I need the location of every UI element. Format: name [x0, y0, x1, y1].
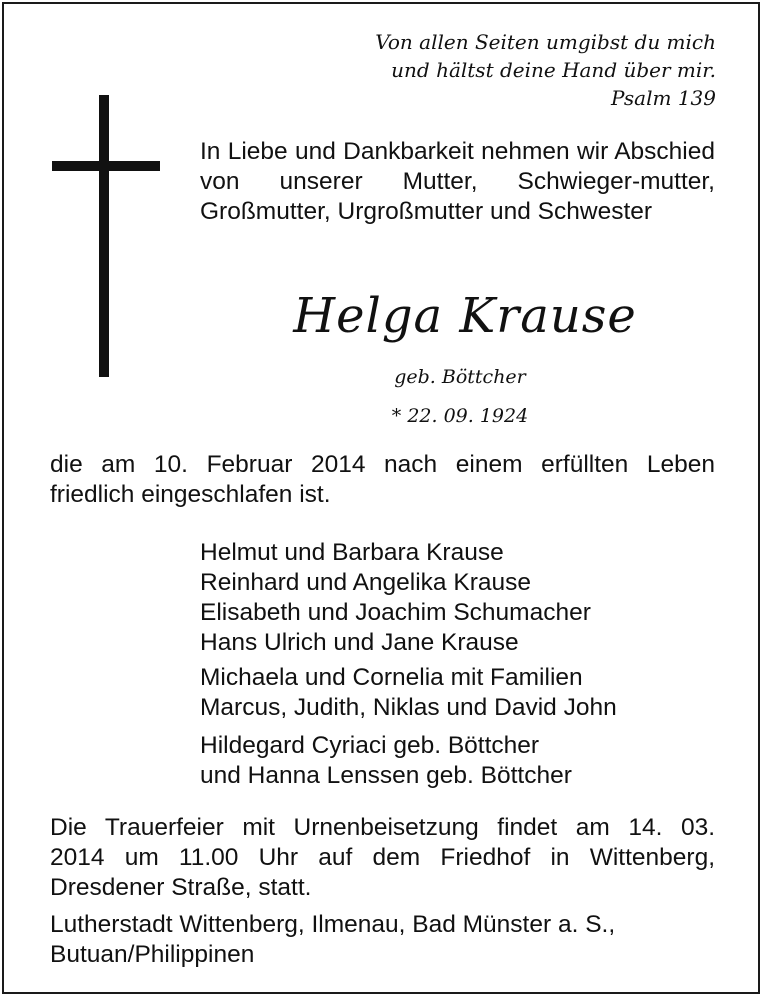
intro-text: In Liebe und Dankbarkeit nehmen wir Abschied von unserer Mutter, Schwieger-mutter, Großmutter, Urgroßmutter und Schwester	[200, 138, 715, 225]
deceased-name: Helga Krause	[293, 288, 637, 344]
death-notice	[50, 450, 715, 510]
mourner-line: Michaela und Cornelia mit Familien	[200, 664, 583, 691]
mourners-grandchildren	[200, 663, 720, 723]
psalm-line-1: Von allen Seiten umgibst du mich	[375, 30, 716, 54]
psalm-reference: Psalm 139	[611, 86, 716, 110]
ceremony-line-1: Die Trauerfeier mit Urnenbeisetzung findet am 14. 03.	[50, 814, 715, 841]
cross-icon	[52, 95, 160, 377]
mourners-children	[200, 538, 720, 658]
mourners-sisters	[200, 731, 720, 791]
places-line-2: Butuan/Philippinen	[50, 941, 255, 968]
mourner-line: Reinhard und Angelika Krause	[200, 569, 531, 596]
places-line-1: Lutherstadt Wittenberg, Ilmenau, Bad Münster a. S.,	[50, 911, 616, 938]
ceremony-line-2: 2014 um 11.00 Uhr auf dem Friedhof in Wittenberg,	[50, 844, 715, 871]
psalm-line-2: und hältst deine Hand über mir.	[391, 58, 716, 82]
psalm-quote	[296, 28, 716, 112]
death-line-1: die am 10. Februar 2014 nach einem erfüllten Leben	[50, 451, 715, 478]
birth-date: * 22. 09. 1924	[391, 405, 529, 427]
death-line-2: friedlich eingeschlafen ist.	[50, 481, 331, 508]
mourner-line: Helmut und Barbara Krause	[200, 539, 504, 566]
mourner-line: Hildegard Cyriaci geb. Böttcher	[200, 732, 540, 759]
born-name: geb. Böttcher	[394, 366, 526, 388]
ceremony-line-3: Dresdener Straße, statt.	[50, 874, 312, 901]
mourner-line: Hans Ulrich und Jane Krause	[200, 629, 519, 656]
ceremony-info	[50, 813, 715, 903]
mourner-line: Elisabeth und Joachim Schumacher	[200, 599, 591, 626]
mourner-line: Marcus, Judith, Niklas und David John	[200, 694, 617, 721]
mourner-line: und Hanna Lenssen geb. Böttcher	[200, 762, 572, 789]
places-line	[50, 910, 715, 970]
